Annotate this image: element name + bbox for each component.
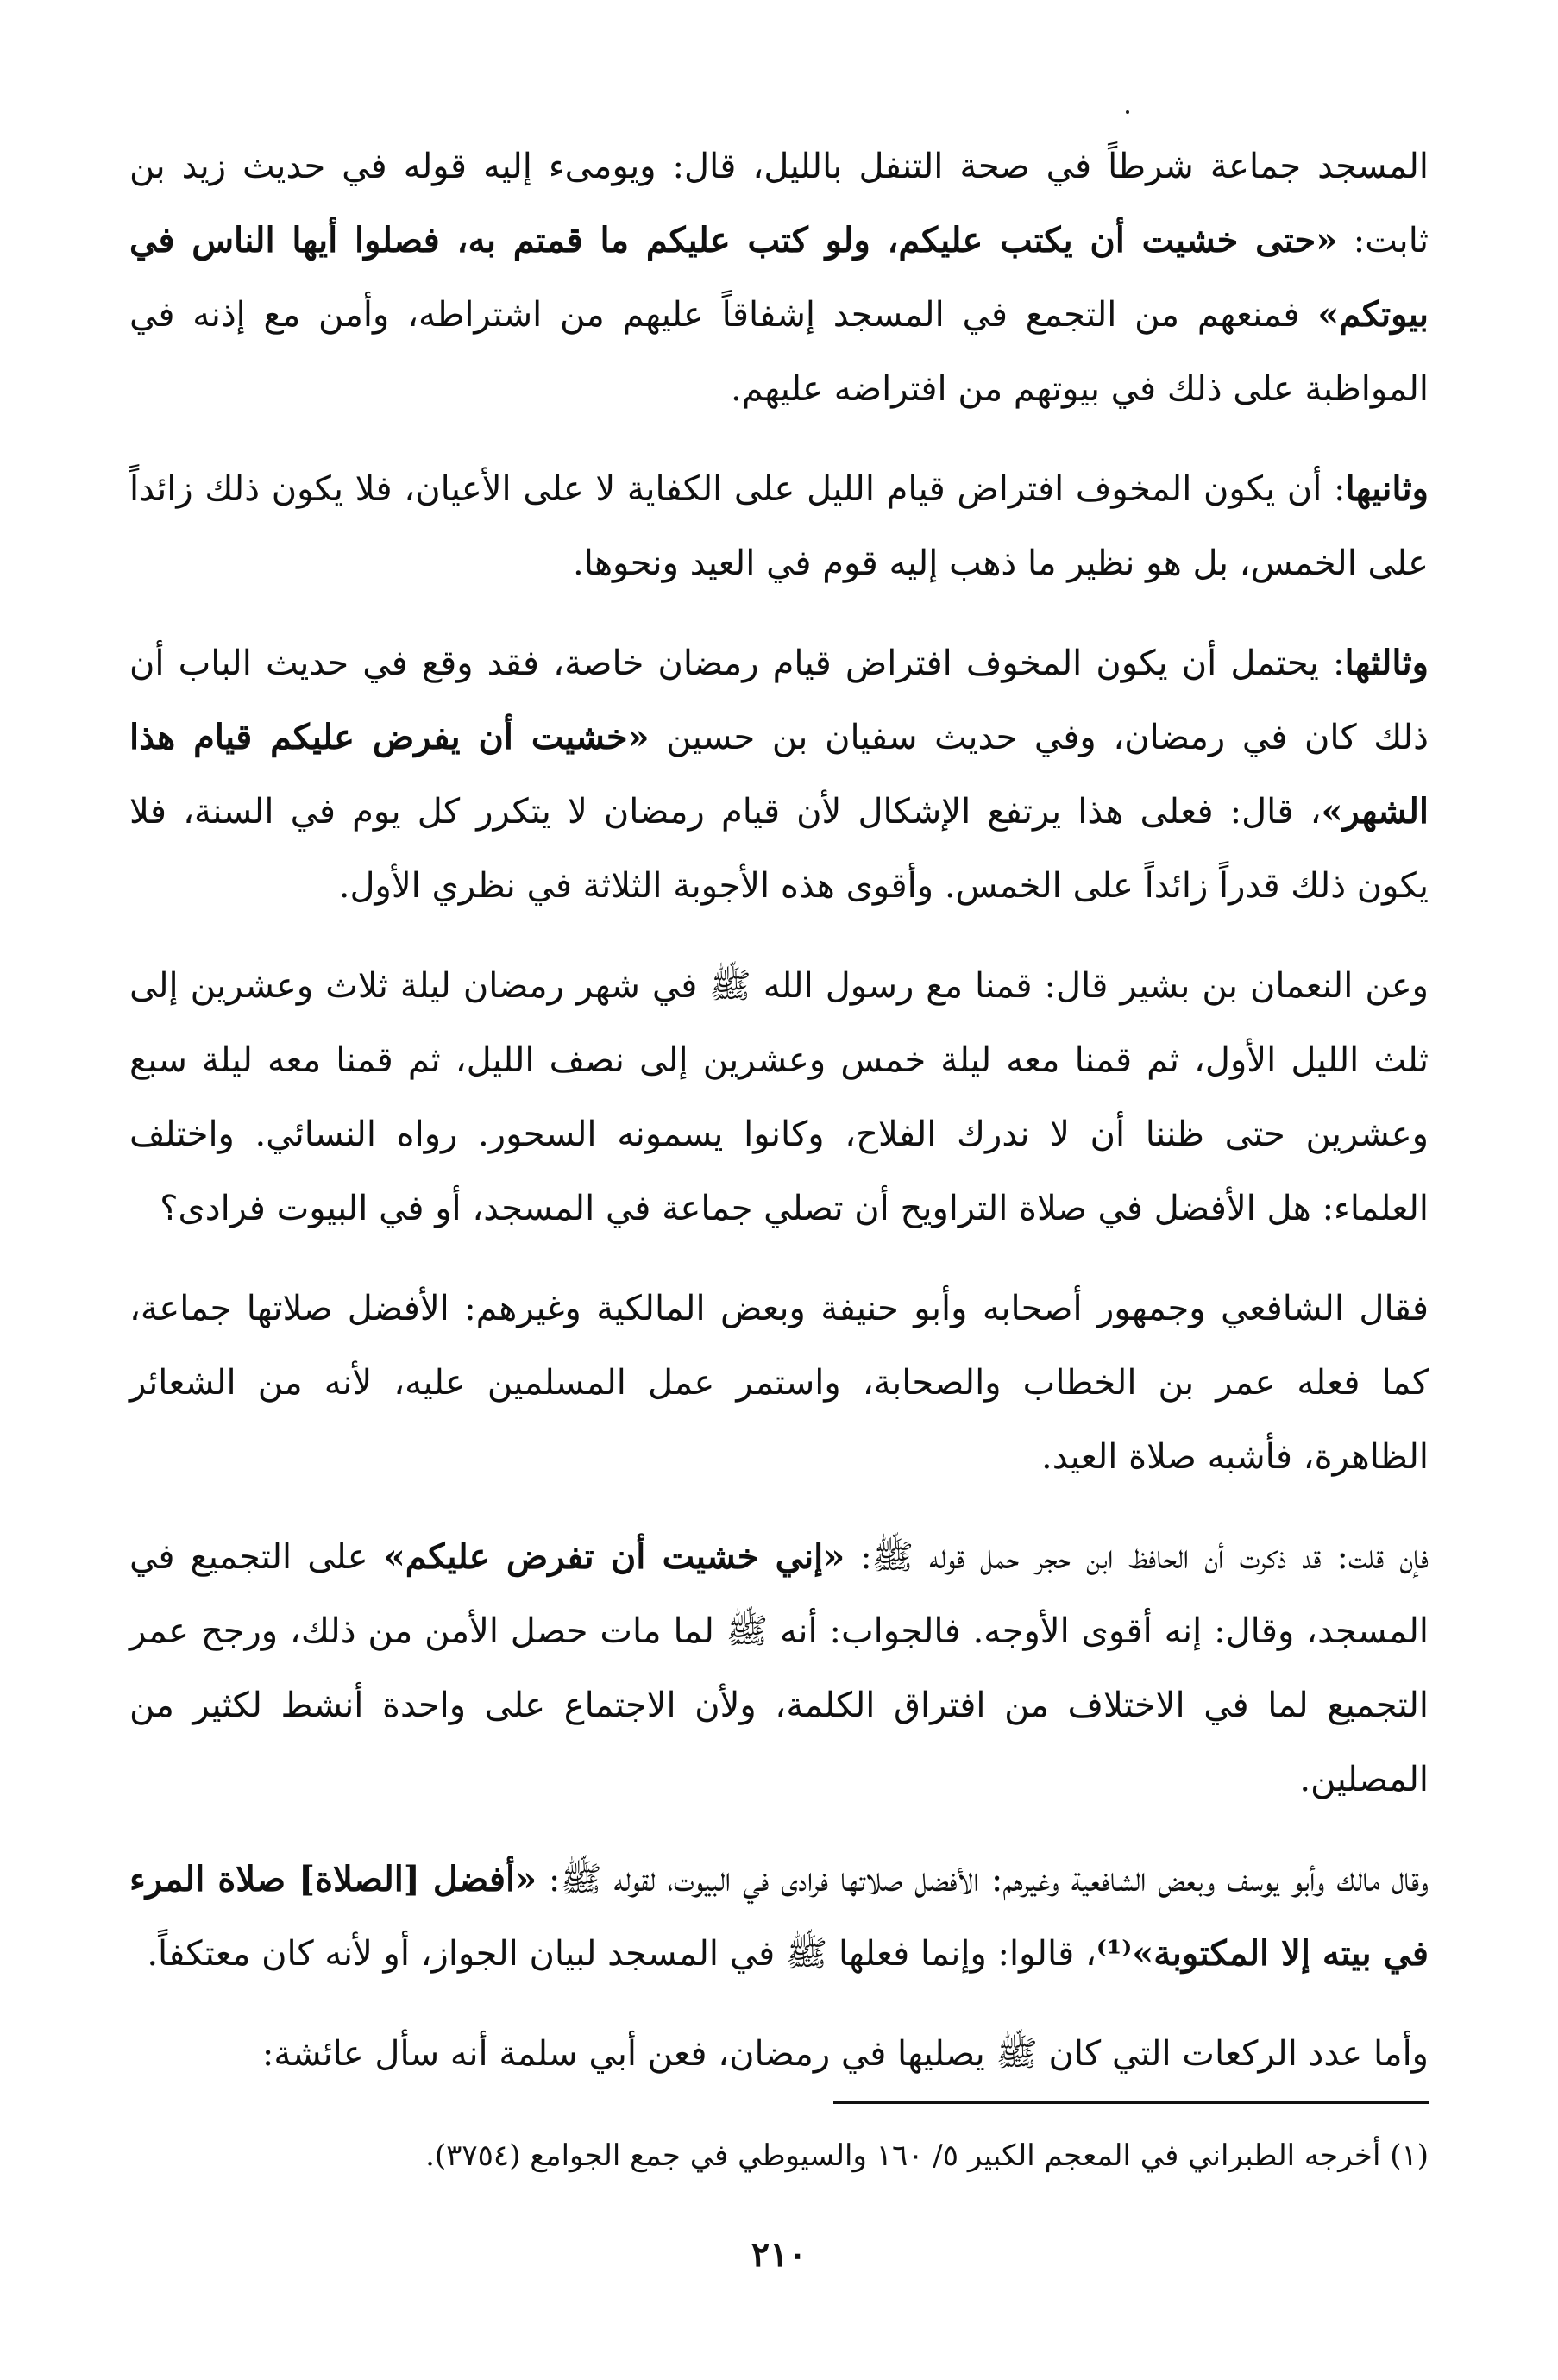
text-run: : أن يكون المخوف افتراض قيام الليل على الكفاية لا على الأعيان، فلا يكون ذلك زائداً على الخمس، بل هو نظير ما ذهب إليه قوم في العيد ونحوها. <box>129 469 1429 583</box>
text-run: وعن النعمان بن بشير قال: قمنا مع رسول الله ﷺ في شهر رمضان ليلة ثلاث وعشرين إلى ثلث الليل الأول، ثم قمنا معه ليلة خمس وعشرين إلى نصف الليل، ثم قمنا معه ليلة سبع وعشرين حتى ظننا أن لا ندرك الفلاح، وكانوا يسمونه السحور. رواه النسائي. واختلف العلماء: هل الأفضل في صلاة التراويح أن تصلي جماعة في المسجد، أو في البيوت فرادى؟ <box>129 966 1429 1228</box>
text-run: فقال الشافعي وجمهور أصحابه وأبو حنيفة وبعض المالكية وغيرهم: الأفضل صلاتها جماعة، كما فعله عمر بن الخطاب والصحابة، واستمر عمل المسلمين عليه، لأنه من الشعائر الظاهرة، فأشبه صلاة العيد. <box>129 1289 1429 1477</box>
page-number: ٢١٠ <box>751 2234 807 2275</box>
text-run: على التجميع في المسجد، وقال: إنه أقوى الأوجه. فالجواب: أنه ﷺ لما مات حصل الأمن من ذلك، ورجح عمر التجميع لما في الاختلاف من افتراق الكلمة، ولأن الاجتماع على واحدة أنشط لكثير من المصلين. <box>129 1537 1429 1799</box>
bold-quote: وثانيها <box>1345 468 1429 509</box>
footnote: (١) أخرجه الطبراني في المعجم الكبير ٥/ ١٦٠ والسيوطي في جمع الجوامع (٣٧٥٤). <box>425 2138 1429 2173</box>
paragraph-6 <box>129 1520 1429 1817</box>
text-run: المسجد جماعة شرطاً في صحة التنفل بالليل، قال: ويومىء إليه قوله في حديث زيد بن ثابت: <box>129 147 1429 261</box>
paragraph-8 <box>129 2017 1429 2091</box>
paragraph-4 <box>129 949 1429 1246</box>
ink-speck <box>1126 110 1129 114</box>
paragraph-2 <box>129 452 1429 600</box>
footnote-separator <box>833 2101 1429 2104</box>
text-run: وقال مالك وأبو يوسف وبعض الشافعية وغيرهم: الأفضل صلاتها فرادى في البيوت، لقوله ﷺ: <box>537 1860 1429 1900</box>
text-run: : يحتمل أن يكون المخوف افتراض قيام رمضان خاصة، فقد وقع في حديث الباب أن ذلك كان في رمضان، وفي حديث سفيان بن حسين <box>129 644 1429 757</box>
text-run: فمنعهم من التجمع في المسجد إشفاقاً عليهم من اشتراطه، وأمن مع إذنه في المواظبة على ذلك في بيوتهم من افتراضه عليهم. <box>129 295 1429 409</box>
text-run: ، قال: فعلى هذا يرتفع الإشكال لأن قيام رمضان لا يتكرر كل يوم في السنة، فلا يكون ذلك قدراً زائداً على الخمس. وأقوى هذه الأجوبة الثلاثة في نظري الأول. <box>129 792 1429 906</box>
paragraph-7 <box>129 1843 1429 1991</box>
bold-quote: وثالثها <box>1344 643 1429 683</box>
text-run: وأما عدد الركعات التي كان ﷺ يصليها في رمضان، فعن أبي سلمة أنه سأل عائشة: <box>261 2034 1429 2074</box>
text-run: ، قالوا: وإنما فعلها ﷺ في المسجد لبيان الجواز، أو لأنه كان معتكفاً. <box>147 1934 1096 1974</box>
paragraph-3 <box>129 626 1429 923</box>
bold-quote: «أفضل [الصلاة] صلاة المرء في بيته إلا المكتوبة»⁽¹⁾ <box>129 1859 1429 1974</box>
bold-quote: «إني خشيت أن تفرض عليكم» <box>383 1536 845 1577</box>
main-text <box>129 129 1429 2117</box>
paragraph-1 <box>129 129 1429 426</box>
text-run: فإن قلت: قد ذكرت أن الحافظ ابن حجر حمل قوله ﷺ: <box>845 1537 1429 1577</box>
bold-quote: «خشيت أن يفرض عليكم قيام هذا الشهر» <box>129 717 1429 832</box>
bold-quote: «حتى خشيت أن يكتب عليكم، ولو كتب عليكم ما قمتم به، فصلوا أيها الناس في بيوتكم» <box>129 220 1429 335</box>
paragraph-5 <box>129 1272 1429 1494</box>
